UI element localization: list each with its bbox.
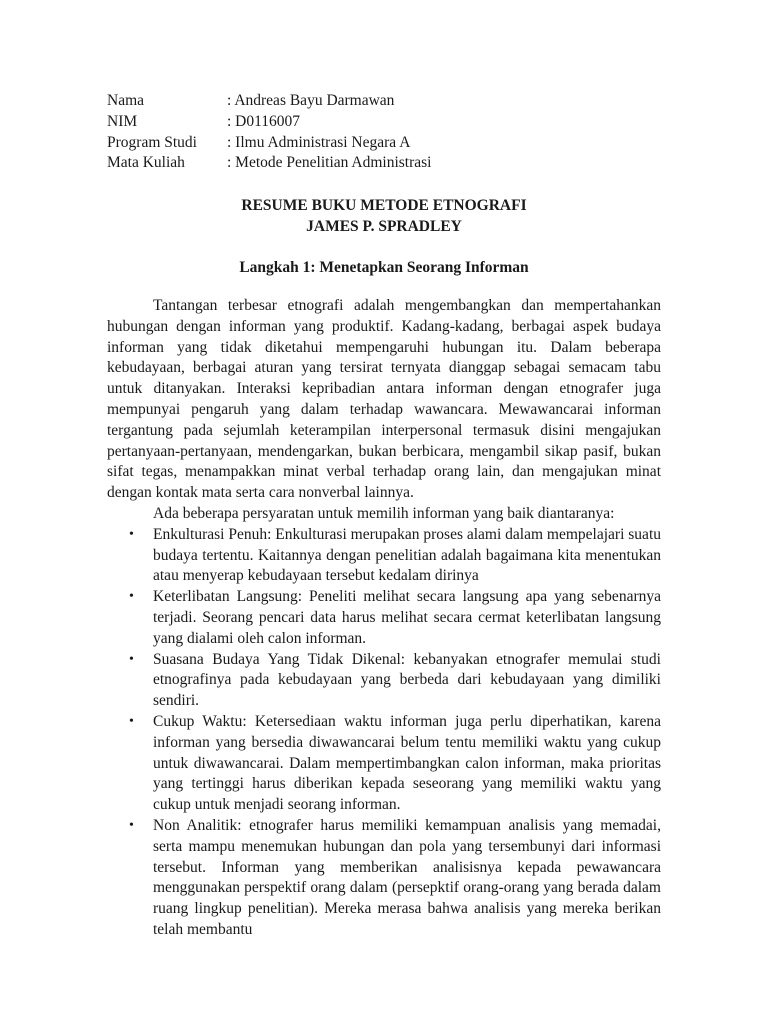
list-item-text: Cukup Waktu: Ketersediaan waktu informan juga perlu diperhatikan, karena informan yang bersedia diwawancarai belum tentu memiliki waktu yang cukup untuk diwawancarai. Dalam mempertimbangkan calon informan, maka prioritas yang tertinggi harus diberikan kepada seseorang yang memiliki waktu yang cukup untuk menjadi seorang informan. (153, 712, 661, 814)
requirements-intro: Ada beberapa persyaratan untuk memilih informan yang baik diantaranya: (153, 504, 615, 522)
requirements-list (107, 525, 661, 941)
info-value: : Andreas Bayu Darmawan (227, 92, 395, 109)
list-item (107, 816, 661, 941)
list-item-text: Enkulturasi Penuh: Enkulturasi merupakan proses alami dalam mempelajari suatu budaya tertentu. Kaitannya dengan penelitian adalah bagaimana kita menentukan atau menyerap kebudayaan tersebut kedalam dirinya (153, 525, 661, 585)
info-label: Mata Kuliah (107, 154, 185, 172)
list-item (107, 525, 661, 587)
info-row-name (107, 91, 432, 112)
info-row-program (107, 133, 432, 154)
list-item (107, 587, 661, 649)
info-label: Program Studi (107, 133, 197, 151)
info-label: NIM (107, 112, 138, 130)
title-line-1: RESUME BUKU METODE ETNOGRAFI (241, 197, 527, 214)
step-heading: Langkah 1: Menetapkan Seorang Informan (239, 259, 529, 276)
body-text (107, 296, 661, 941)
student-info (107, 91, 432, 174)
info-value: : Metode Penelitian Administrasi (227, 154, 432, 172)
list-item (107, 650, 661, 712)
document-title (0, 196, 768, 238)
info-label: Nama (107, 92, 145, 109)
bullet-icon: • (129, 651, 134, 667)
bullet-icon: • (129, 713, 134, 729)
info-row-nim (107, 112, 432, 133)
list-item (107, 712, 661, 816)
bullet-icon: • (129, 589, 134, 605)
info-row-course (107, 153, 432, 174)
intro-paragraph: Tantangan terbesar etnografi adalah mengembangkan dan mempertahankan hubungan dengan informan yang produktif. Kadang-kadang, berbagai aspek budaya informan yang tidak diketahui mempengaruhi hubungan itu. Dalam beberapa kebudayaan, berbagai aturan yang tersirat ternyata dianggap sebagai semacam tabu untuk ditanyakan. Interaksi kepribadian antara informan dengan etnografer juga mempunyai pengaruh yang dalam terhadap wawancara. Mewawancarai informan tergantung pada sejumlah keterampilan interpersonal termasuk disini mengajukan pertanyaan-pertanyaan, mendengarkan, bukan berbicara, mengambil sikap pasif, bukan sifat tegas, menampakkan minat verbal terhadap orang lain, dan mengajukan minat dengan kontak mata serta cara nonverbal lainnya. (107, 297, 661, 502)
list-item-text: Suasana Budaya Yang Tidak Dikenal: kebanyakan etnografer memulai studi etnografinya pada kebudayaan yang berbeda dari kebudayaan yang dimiliki sendiri. (153, 650, 661, 710)
title-line-2: JAMES P. SPRADLEY (306, 217, 462, 235)
list-item-text: Keterlibatan Langsung: Peneliti melihat secara langsung apa yang sebenarnya terjadi. Seorang pencari data harus melihat secara cermat keterlibatan langsung yang dialami oleh calon informan. (153, 588, 661, 647)
bullet-icon: • (129, 526, 134, 542)
list-item-text: Non Analitik: etnografer harus memiliki kemampuan analisis yang memadai, serta mampu menemukan hubungan dan pola yang tersembunyi dari informasi tersebut. Informan yang memberikan analisisnya kepada pewawancara menggunakan perspektif orang dalam (persepktif orang-orang yang berada dalam ruang lingkup penelitian). Mereka merasa bahwa analisis yang mereka berikan telah membantu (153, 816, 661, 938)
info-value: : D0116007 (227, 112, 301, 130)
bullet-icon: • (129, 817, 134, 833)
info-value: : Ilmu Administrasi Negara A (227, 133, 411, 151)
